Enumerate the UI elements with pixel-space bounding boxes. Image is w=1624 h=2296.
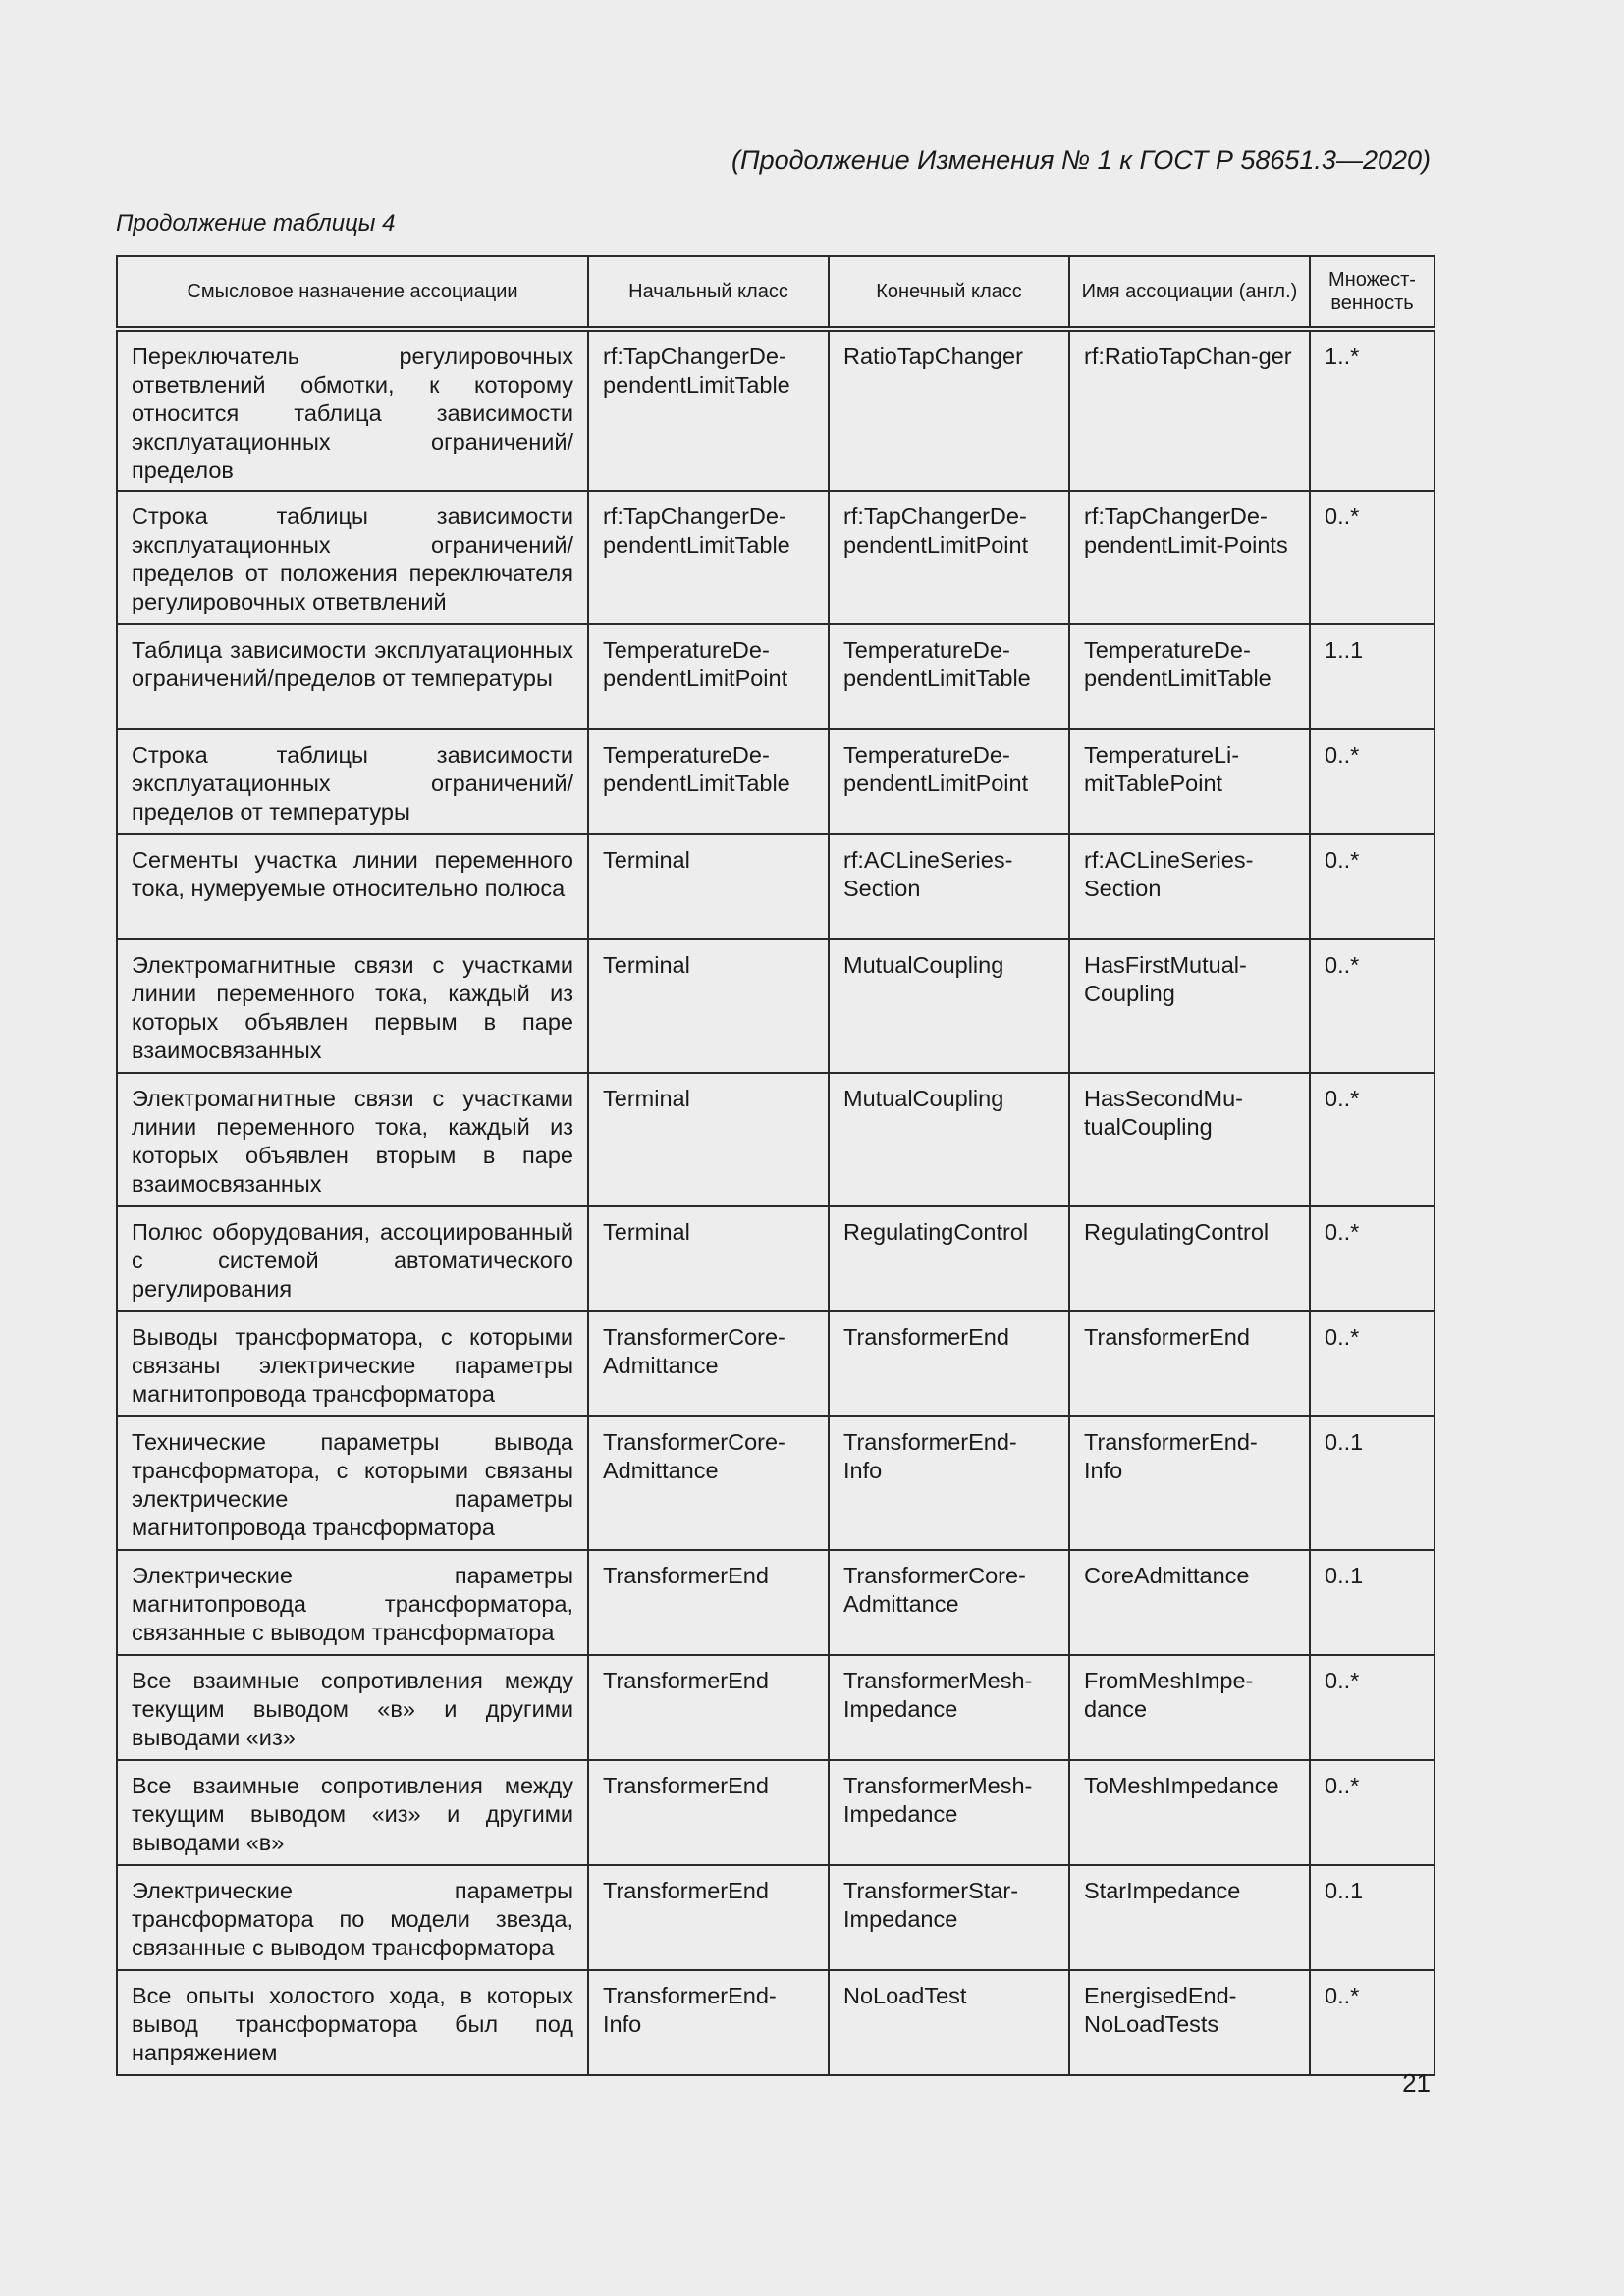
cell-target-class: TransformerStar-Impedance — [829, 1865, 1069, 1970]
cell-multiplicity: 0..* — [1310, 729, 1435, 834]
table-caption: Продолжение таблицы 4 — [116, 210, 396, 237]
cell-purpose: Все взаимные сопротивления между текущим выводом «в» и другими выводами «из» — [117, 1655, 588, 1760]
table-row — [117, 329, 1435, 491]
cell-target-class: MutualCoupling — [829, 1073, 1069, 1206]
cell-source-class: rf:TapChangerDe-pendentLimitTable — [588, 329, 829, 491]
table-row — [117, 1865, 1435, 1970]
cell-multiplicity: 0..* — [1310, 834, 1435, 939]
column-header-target-class: Конечный класс — [829, 256, 1069, 329]
cell-purpose: Переключатель регулировочных ответвлений обмотки, к которому относится таблица зависимости эксплуатационных ограничений/пределов — [117, 329, 588, 491]
cell-target-class: NoLoadTest — [829, 1970, 1069, 2075]
cell-source-class: TransformerEnd-Info — [588, 1970, 829, 2075]
cell-source-class: rf:TapChangerDe-pendentLimitTable — [588, 491, 829, 624]
cell-purpose: Электромагнитные связи с участками линии переменного тока, каждый из которых объявлен первым в паре взаимосвязанных — [117, 939, 588, 1073]
associations-table — [116, 255, 1435, 2076]
table-row — [117, 729, 1435, 834]
table-row — [117, 1655, 1435, 1760]
table-row — [117, 624, 1435, 729]
cell-multiplicity: 0..* — [1310, 1311, 1435, 1416]
cell-multiplicity: 0..1 — [1310, 1416, 1435, 1550]
column-header-purpose: Смысловое назначение ассоциации — [117, 256, 588, 329]
cell-association-name: StarImpedance — [1069, 1865, 1310, 1970]
page-number: 21 — [1402, 2068, 1431, 2098]
column-header-multiplicity: Множест-венность — [1310, 256, 1435, 329]
cell-target-class: MutualCoupling — [829, 939, 1069, 1073]
cell-multiplicity: 0..1 — [1310, 1865, 1435, 1970]
cell-purpose: Полюс оборудования, ассоциированный с системой автоматического регулирования — [117, 1206, 588, 1311]
cell-target-class: RatioTapChanger — [829, 329, 1069, 491]
table-row — [117, 1760, 1435, 1865]
cell-association-name: rf:RatioTapChan-ger — [1069, 329, 1310, 491]
cell-target-class: TransformerCore-Admittance — [829, 1550, 1069, 1655]
cell-target-class: TransformerMesh-Impedance — [829, 1655, 1069, 1760]
cell-purpose: Электромагнитные связи с участками линии переменного тока, каждый из которых объявлен вторым в паре взаимосвязанных — [117, 1073, 588, 1206]
column-header-association-name: Имя ассоциации (англ.) — [1069, 256, 1310, 329]
cell-source-class: TemperatureDe-pendentLimitTable — [588, 729, 829, 834]
cell-multiplicity: 0..* — [1310, 1970, 1435, 2075]
cell-association-name: EnergisedEnd-NoLoadTests — [1069, 1970, 1310, 2075]
cell-purpose: Строка таблицы зависимости эксплуатационных ограничений/пределов от температуры — [117, 729, 588, 834]
cell-multiplicity: 0..* — [1310, 1206, 1435, 1311]
cell-association-name: RegulatingControl — [1069, 1206, 1310, 1311]
cell-multiplicity: 0..* — [1310, 939, 1435, 1073]
cell-association-name: rf:TapChangerDe-pendentLimit-Points — [1069, 491, 1310, 624]
table-row — [117, 491, 1435, 624]
cell-purpose: Выводы трансформатора, с которыми связаны электрические параметры магнитопровода трансформатора — [117, 1311, 588, 1416]
cell-association-name: HasFirstMutual-Coupling — [1069, 939, 1310, 1073]
cell-multiplicity: 0..* — [1310, 1760, 1435, 1865]
cell-association-name: TemperatureLi-mitTablePoint — [1069, 729, 1310, 834]
cell-association-name: TransformerEnd-Info — [1069, 1416, 1310, 1550]
column-header-source-class: Начальный класс — [588, 256, 829, 329]
cell-association-name: TemperatureDe-pendentLimitTable — [1069, 624, 1310, 729]
cell-purpose: Все опыты холостого хода, в которых вывод трансформатора был под напряжением — [117, 1970, 588, 2075]
cell-association-name: FromMeshImpe-dance — [1069, 1655, 1310, 1760]
cell-source-class: Terminal — [588, 1206, 829, 1311]
cell-target-class: TransformerEnd — [829, 1311, 1069, 1416]
cell-source-class: TransformerEnd — [588, 1865, 829, 1970]
cell-source-class: TransformerEnd — [588, 1550, 829, 1655]
table-row — [117, 939, 1435, 1073]
cell-association-name: TransformerEnd — [1069, 1311, 1310, 1416]
table-row — [117, 1206, 1435, 1311]
table-header-row — [117, 256, 1435, 329]
table-row — [117, 834, 1435, 939]
table-row — [117, 1311, 1435, 1416]
cell-source-class: TransformerEnd — [588, 1655, 829, 1760]
cell-purpose: Сегменты участка линии переменного тока, нумеруемые относительно полюса — [117, 834, 588, 939]
cell-source-class: Terminal — [588, 939, 829, 1073]
cell-association-name: ToMeshImpedance — [1069, 1760, 1310, 1865]
table-row — [117, 1073, 1435, 1206]
table-row — [117, 1416, 1435, 1550]
cell-target-class: TemperatureDe-pendentLimitTable — [829, 624, 1069, 729]
cell-purpose: Строка таблицы зависимости эксплуатационных ограничений/пределов от положения переключателя регулировочных ответвлений — [117, 491, 588, 624]
cell-multiplicity: 0..* — [1310, 491, 1435, 624]
cell-source-class: Terminal — [588, 834, 829, 939]
cell-target-class: TransformerMesh-Impedance — [829, 1760, 1069, 1865]
cell-source-class: TransformerCore-Admittance — [588, 1311, 829, 1416]
cell-source-class: TransformerCore-Admittance — [588, 1416, 829, 1550]
table-row — [117, 1970, 1435, 2075]
cell-purpose: Электрические параметры магнитопровода трансформатора, связанные с выводом трансформатора — [117, 1550, 588, 1655]
cell-source-class: Terminal — [588, 1073, 829, 1206]
cell-purpose: Все взаимные сопротивления между текущим выводом «из» и другими выводами «в» — [117, 1760, 588, 1865]
cell-association-name: HasSecondMu-tualCoupling — [1069, 1073, 1310, 1206]
cell-target-class: TemperatureDe-pendentLimitPoint — [829, 729, 1069, 834]
cell-purpose: Технические параметры вывода трансформатора, с которыми связаны электрические параметры магнитопровода трансформатора — [117, 1416, 588, 1550]
cell-target-class: rf:ACLineSeries-Section — [829, 834, 1069, 939]
cell-multiplicity: 1..* — [1310, 329, 1435, 491]
cell-multiplicity: 0..* — [1310, 1073, 1435, 1206]
table-row — [117, 1550, 1435, 1655]
cell-target-class: rf:TapChangerDe-pendentLimitPoint — [829, 491, 1069, 624]
cell-source-class: TemperatureDe-pendentLimitPoint — [588, 624, 829, 729]
cell-purpose: Таблица зависимости эксплуатационных ограничений/пределов от температуры — [117, 624, 588, 729]
cell-multiplicity: 0..* — [1310, 1655, 1435, 1760]
cell-target-class: TransformerEnd-Info — [829, 1416, 1069, 1550]
cell-multiplicity: 1..1 — [1310, 624, 1435, 729]
cell-association-name: CoreAdmittance — [1069, 1550, 1310, 1655]
cell-purpose: Электрические параметры трансформатора по модели звезда, связанные с выводом трансформатора — [117, 1865, 588, 1970]
cell-target-class: RegulatingControl — [829, 1206, 1069, 1311]
running-title: (Продолжение Изменения № 1 к ГОСТ Р 58651.3—2020) — [731, 145, 1431, 175]
cell-source-class: TransformerEnd — [588, 1760, 829, 1865]
cell-association-name: rf:ACLineSeries-Section — [1069, 834, 1310, 939]
cell-multiplicity: 0..1 — [1310, 1550, 1435, 1655]
